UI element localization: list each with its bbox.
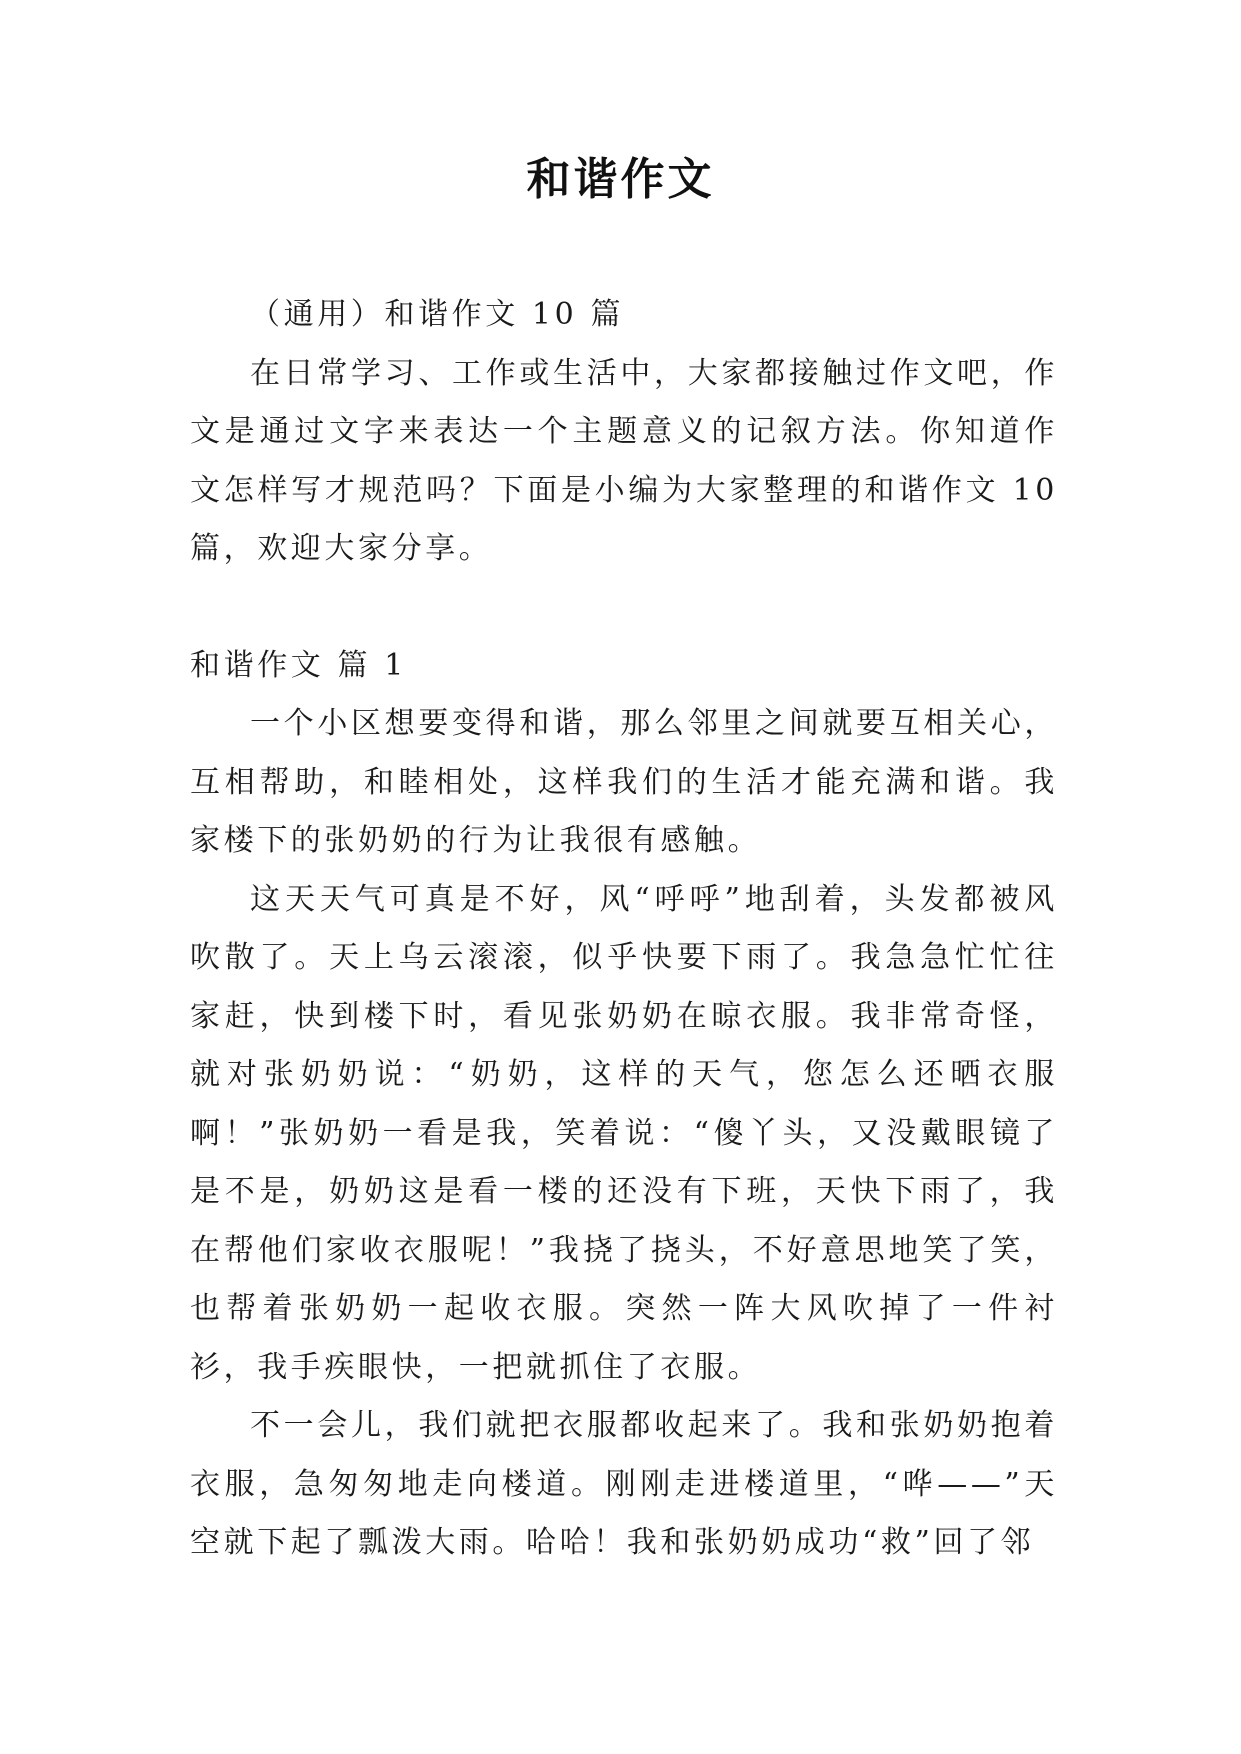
body-paragraph-3: 不一会儿，我们就把衣服都收起来了。我和张奶奶抱着衣服，急匆匆地走向楼道。刚刚走进楼道里，“哗——”天空就下起了瓢泼大雨。哈哈！我和张奶奶成功“救”回了邻	[190, 1408, 1058, 1560]
body-paragraph-1: 一个小区想要变得和谐，那么邻里之间就要互相关心，互相帮助，和睦相处，这样我们的生活才能充满和谐。我家楼下的张奶奶的行为让我很有感触。	[190, 706, 1058, 858]
document-subtitle: （通用）和谐作文 10 篇	[250, 297, 625, 332]
section-heading: 和谐作文 篇 1	[190, 647, 407, 683]
paragraph-gap	[190, 579, 1058, 637]
body-paragraph-2: 这天天气可真是不好，风“呼呼”地刮着，头发都被风吹散了。天上乌云滚滚，似乎快要下雨了。我急急忙忙往家赶，快到楼下时，看见张奶奶在晾衣服。我非常奇怪，就对张奶奶说：“奶奶，这样的天气，您怎么还晒衣服啊！”张奶奶一看是我，笑着说：“傻丫头，又没戴眼镜了是不是，奶奶这是看一楼的还没有下班，天快下雨了，我在帮他们家收衣服呢！”我挠了挠头，不好意思地笑了笑，也帮着张奶奶一起收衣服。突然一阵大风吹掉了一件衬衫，我手疾眼快，一把就抓住了衣服。	[190, 881, 1058, 1385]
intro-paragraph: 在日常学习、工作或生活中，大家都接触过作文吧，作文是通过文字来表达一个主题意义的记叙方法。你知道作文怎样写才规范吗？下面是小编为大家整理的和谐作文 10 篇，欢迎大家分享。	[190, 355, 1058, 566]
document-title: 和谐作文	[526, 154, 715, 205]
document-body	[190, 286, 1058, 1573]
